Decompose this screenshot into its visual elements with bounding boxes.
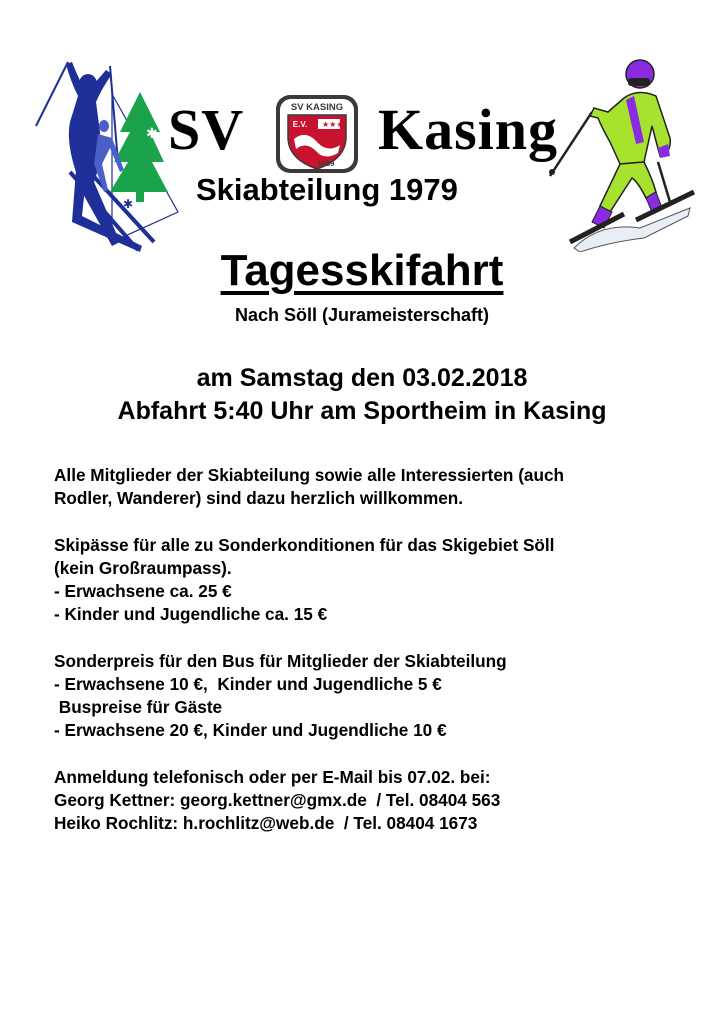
emblem-left-text: E.V. (292, 120, 308, 129)
left-skier-illustration (30, 52, 180, 262)
contact-line: Georg Kettner: georg.kettner@gmx.de / Tel. 08404 563 (54, 790, 501, 810)
department-subtitle: Skiabteilung 1979 (196, 172, 458, 207)
right-skier-illustration (540, 52, 700, 252)
club-emblem (272, 93, 362, 175)
text-line: (kein Großraumpass). (54, 558, 232, 578)
emblem-year: 1959 (317, 159, 335, 168)
club-name-left: SV (168, 97, 245, 162)
text-line: Skipässe für alle zu Sonderkonditionen für das Skigebiet Söll (54, 535, 555, 555)
text-line: - Erwachsene 10 €, Kinder und Jugendliche 5 € (54, 674, 442, 694)
welcome-paragraph (54, 464, 694, 510)
svg-text:✱: ✱ (123, 197, 134, 211)
text-line: Rodler, Wanderer) sind dazu herzlich willkommen. (54, 488, 464, 508)
text-line: Sonderpreis für den Bus für Mitglieder der Skiabteilung (54, 651, 507, 671)
text-line: Anmeldung telefonisch oder per E-Mail bis 07.02. bei: (54, 767, 491, 787)
bus-price-paragraph (54, 650, 694, 742)
event-destination: Nach Söll (Jurameisterschaft) (234, 305, 490, 325)
club-name-right: Kasing (378, 97, 559, 162)
skipass-paragraph (54, 534, 694, 626)
text-line: Alle Mitglieder der Skiabteilung sowie alle Interessierten (auch (54, 465, 565, 485)
text-line: - Erwachsene ca. 25 € (54, 581, 232, 601)
event-title-text: Tagesskifahrt (220, 246, 504, 295)
emblem-top-text: SV KASING (290, 102, 344, 113)
svg-text:✱: ✱ (146, 126, 158, 142)
event-date: am Samstag den 03.02.2018 (196, 364, 528, 392)
registration-paragraph (54, 766, 694, 835)
contact-line: Heiko Rochlitz: h.rochlitz@web.de / Tel. 08404 1673 (54, 813, 478, 833)
event-departure: Abfahrt 5:40 Uhr am Sportheim in Kasing (117, 397, 607, 425)
svg-text:★★★: ★★★ (322, 120, 344, 129)
text-line: Buspreise für Gäste (54, 697, 223, 717)
text-line: - Erwachsene 20 €, Kinder und Jugendliche 10 € (54, 720, 447, 740)
skier-silhouettes-icon (30, 52, 180, 262)
event-title (0, 246, 724, 296)
downhill-skier-icon (540, 52, 700, 252)
club-crest-icon (272, 93, 362, 175)
text-line: - Kinder und Jugendliche ca. 15 € (54, 604, 328, 624)
